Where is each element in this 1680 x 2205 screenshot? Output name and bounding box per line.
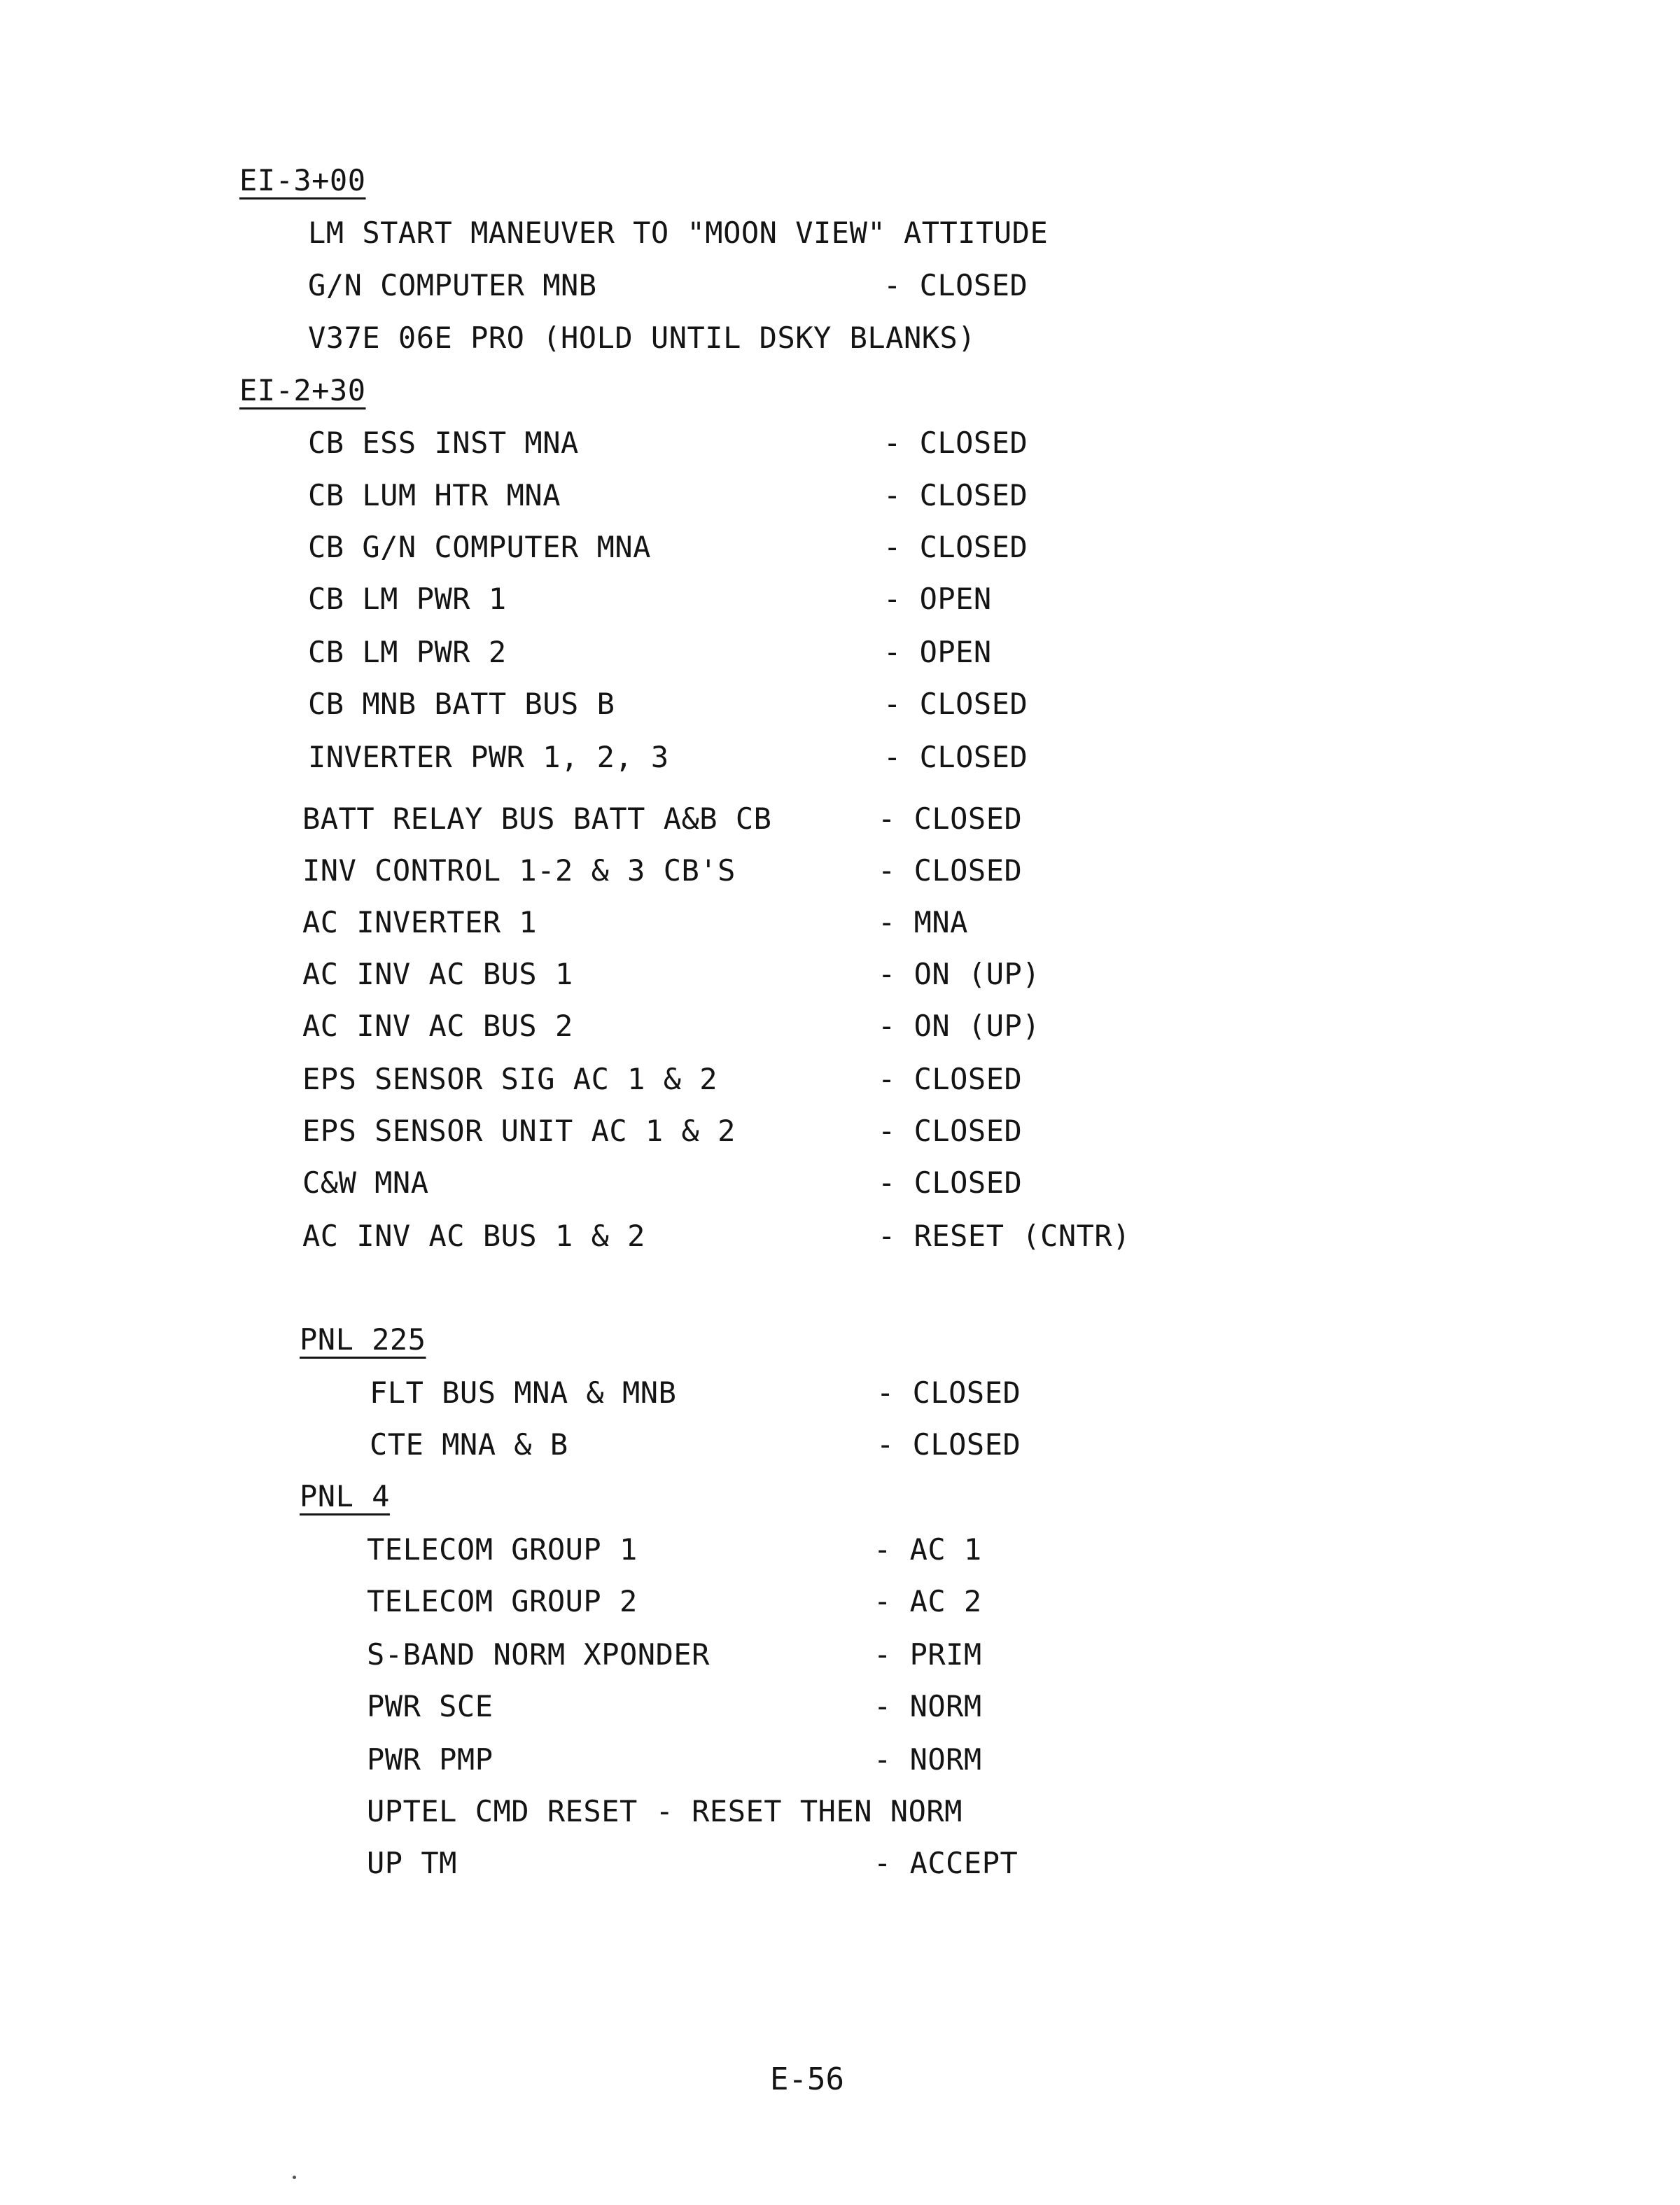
checklist-item-label: CB G/N COMPUTER MNA [308, 530, 651, 564]
section-heading-ei-2-30: EI-2+30 [239, 373, 366, 407]
checklist-item-value: - OPEN [883, 635, 992, 669]
checklist-item-label: LM START MANEUVER TO "MOON VIEW" ATTITUDE [308, 216, 1049, 250]
checklist-item-value: - OPEN [883, 582, 992, 616]
checklist-item-value: - CLOSED [878, 802, 1023, 836]
section-heading-pnl-225: PNL 225 [300, 1322, 426, 1357]
checklist-item-value: - RESET (CNTR) [878, 1219, 1131, 1253]
checklist-item-label: INVERTER PWR 1, 2, 3 [308, 740, 669, 774]
checklist-item-label: AC INV AC BUS 1 [302, 957, 573, 991]
checklist-item-label: G/N COMPUTER MNB [308, 268, 597, 302]
checklist-item-value: - CLOSED [878, 853, 1023, 888]
checklist-item-value: - CLOSED [883, 268, 1028, 302]
checklist-item-value: - CLOSED [883, 740, 1028, 774]
checklist-item-label: CTE MNA & B [370, 1427, 568, 1462]
checklist-item-value: - AC 1 [874, 1532, 982, 1567]
checklist-item-label: PWR PMP [367, 1742, 493, 1777]
checklist-item-value: - AC 2 [874, 1584, 982, 1618]
checklist-item-value: - ON (UP) [878, 957, 1041, 991]
scan-speck [293, 2176, 296, 2179]
checklist-item-label: CB MNB BATT BUS B [308, 687, 615, 721]
checklist-item-label: EPS SENSOR UNIT AC 1 & 2 [302, 1114, 736, 1148]
checklist-item-label: UPTEL CMD RESET - RESET THEN NORM [367, 1794, 962, 1828]
checklist-item-value: - CLOSED [883, 478, 1028, 512]
checklist-item-label: V37E 06E PRO (HOLD UNTIL DSKY BLANKS) [308, 321, 976, 355]
checklist-item-value: - ON (UP) [878, 1009, 1041, 1043]
checklist-item-value: - CLOSED [876, 1427, 1021, 1462]
checklist-item-value: - NORM [874, 1742, 982, 1777]
checklist-item-value: - CLOSED [883, 687, 1028, 721]
checklist-item-label: TELECOM GROUP 1 [367, 1532, 638, 1567]
checklist-item-label: TELECOM GROUP 2 [367, 1584, 638, 1618]
checklist-item-value: - CLOSED [878, 1062, 1023, 1096]
checklist-item-label: AC INV AC BUS 2 [302, 1009, 573, 1043]
checklist-item-label: PWR SCE [367, 1689, 493, 1723]
checklist-item-value: - CLOSED [878, 1166, 1023, 1200]
checklist-item-value: - CLOSED [878, 1114, 1023, 1148]
checklist-item-value: - ACCEPT [874, 1846, 1018, 1880]
checklist-item-label: FLT BUS MNA & MNB [370, 1376, 677, 1410]
checklist-item-label: S-BAND NORM XPONDER [367, 1637, 710, 1672]
checklist-item-label: CB LUM HTR MNA [308, 478, 561, 512]
checklist-item-label: CB LM PWR 1 [308, 582, 507, 616]
checklist-item-value: - CLOSED [883, 530, 1028, 564]
checklist-item-value: - PRIM [874, 1637, 982, 1672]
checklist-item-label: C&W MNA [302, 1166, 429, 1200]
checklist-item-label: CB LM PWR 2 [308, 635, 507, 669]
checklist-item-label: BATT RELAY BUS BATT A&B CB [302, 802, 772, 836]
checklist-item-value: - NORM [874, 1689, 982, 1723]
checklist-item-label: EPS SENSOR SIG AC 1 & 2 [302, 1062, 718, 1096]
page-number: E-56 [770, 2062, 844, 2097]
checklist-item-value: - MNA [878, 905, 968, 939]
checklist-item-value: - CLOSED [876, 1376, 1021, 1410]
checklist-item-label: AC INVERTER 1 [302, 905, 538, 939]
checklist-item-value: - CLOSED [883, 426, 1028, 460]
checklist-item-label: AC INV AC BUS 1 & 2 [302, 1219, 645, 1253]
checklist-item-label: CB ESS INST MNA [308, 426, 579, 460]
checklist-item-label: INV CONTROL 1-2 & 3 CB'S [302, 853, 736, 888]
section-heading-pnl-4: PNL 4 [300, 1479, 390, 1513]
checklist-item-label: UP TM [367, 1846, 457, 1880]
section-heading-ei-3-00: EI-3+00 [239, 163, 366, 197]
